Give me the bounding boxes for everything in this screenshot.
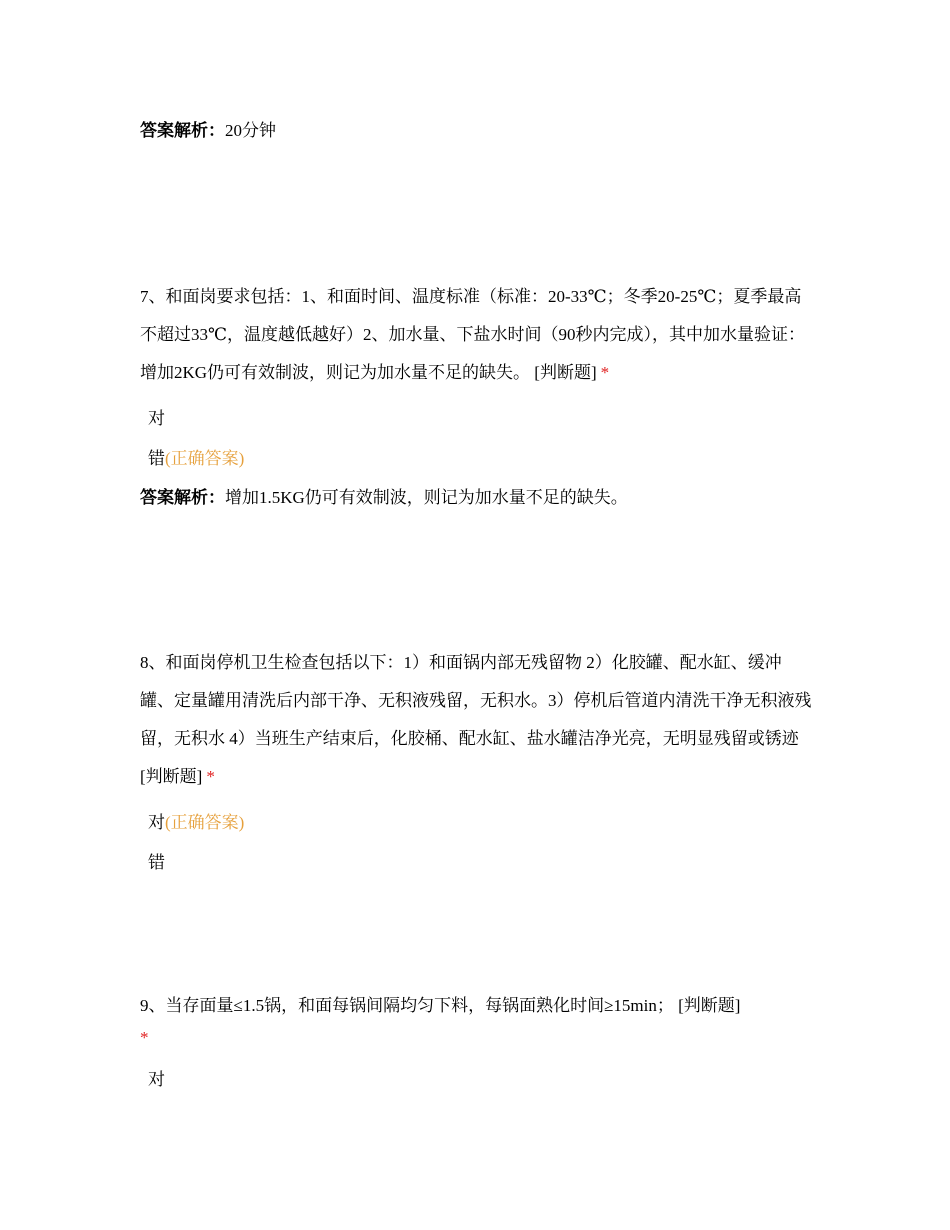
correct-answer-mark: (正确答案) bbox=[165, 449, 245, 468]
correct-answer-mark: (正确答案) bbox=[165, 813, 245, 832]
required-mark: * bbox=[600, 363, 610, 382]
analysis-label: 答案解析： bbox=[140, 488, 225, 508]
required-mark: * bbox=[206, 767, 215, 786]
option-label: 错 bbox=[148, 853, 165, 872]
q7-question bbox=[140, 278, 812, 392]
option-label: 错 bbox=[148, 449, 165, 468]
q8-option-true[interactable] bbox=[148, 810, 244, 836]
q8-question bbox=[140, 644, 812, 796]
option-label: 对 bbox=[148, 1070, 165, 1089]
q9-option-true[interactable] bbox=[148, 1067, 165, 1093]
option-label: 对 bbox=[148, 409, 165, 428]
question-text: 9、当存面量≤1.5锅，和面每锅间隔均匀下料，每锅面熟化时间≥15min； [判断题] bbox=[140, 996, 741, 1015]
q6-answer-analysis bbox=[140, 118, 812, 144]
required-mark: * bbox=[140, 1028, 149, 1047]
q8-option-false[interactable] bbox=[148, 850, 165, 876]
q7-option-false[interactable] bbox=[148, 446, 244, 472]
question-text: 7、和面岗要求包括：1、和面时间、温度标准（标准：20-33℃；冬季20-25℃；夏季最高不超过33℃，温度越低越好）2、加水量、下盐水时间（90秒内完成），其中加水量验证：增加2KG仍可有效制波，则记为加水量不足的缺失。 [判断题] bbox=[140, 287, 806, 382]
analysis-text: 20分钟 bbox=[225, 121, 276, 140]
question-text: 8、和面岗停机卫生检查包括以下：1）和面锅内部无残留物 2）化胶罐、配水缸、缓冲罐、定量罐用清洗后内部干净、无积液残留，无积水。3）停机后管道内清洗干净无积液残留，无积水 4）当班生产结束后，化胶桶、配水缸、盐水罐洁净光亮，无明显残留或锈迹 [判断题] bbox=[140, 653, 812, 786]
analysis-text: 增加1.5KG仍可有效制波，则记为加水量不足的缺失。 bbox=[225, 488, 628, 507]
q9-question bbox=[140, 990, 812, 1054]
option-label: 对 bbox=[148, 813, 165, 832]
q7-answer-analysis bbox=[140, 485, 812, 511]
analysis-label: 答案解析： bbox=[140, 121, 225, 141]
q7-option-true[interactable] bbox=[148, 406, 165, 432]
